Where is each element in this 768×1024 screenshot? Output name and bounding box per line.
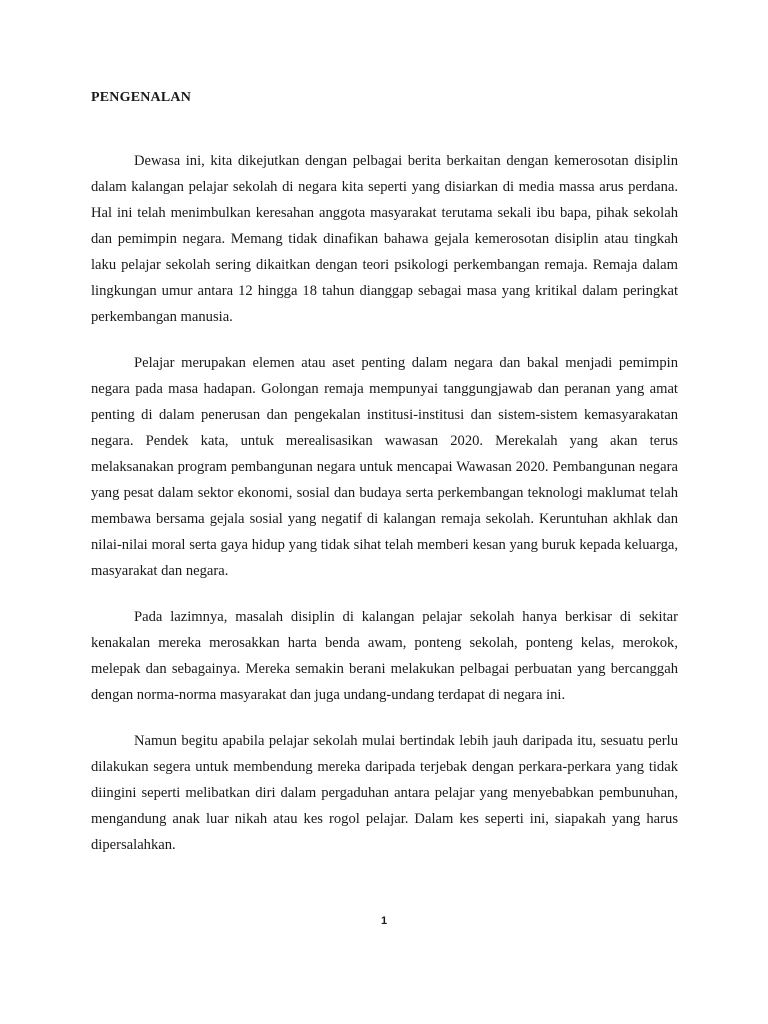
body-text	[91, 148, 678, 878]
paragraph-2: Pelajar merupakan elemen atau aset penting dalam negara dan bakal menjadi pemimpin negara pada masa hadapan. Golongan remaja mempunyai tanggungjawab dan peranan yang amat penting di dalam penerusan dan pengekalan institusi-institusi dan sistem-sistem kemasyarakatan negara. Pendek kata, untuk merealisasikan wawasan 2020. Merekalah yang akan terus melaksanakan program pembangunan negara untuk mencapai Wawasan 2020. Pembangunan negara yang pesat dalam sektor ekonomi, sosial dan budaya serta perkembangan teknologi maklumat telah membawa bersama gejala sosial yang negatif di kalangan remaja sekolah. Keruntuhan akhlak dan nilai-nilai moral serta gaya hidup yang tidak sihat telah memberi kesan yang buruk kepada keluarga, masyarakat dan negara.	[91, 355, 678, 579]
paragraph-4: Namun begitu apabila pelajar sekolah mulai bertindak lebih jauh daripada itu, sesuatu perlu dilakukan segera untuk membendung mereka daripada terjebak dengan perkara-perkara yang tidak diingini seperti melibatkan diri dalam pergaduhan antara pelajar yang menyebabkan pembunuhan, mengandung anak luar nikah atau kes rogol pelajar. Dalam kes seperti ini, siapakah yang harus dipersalahkan.	[91, 733, 678, 853]
section-heading: PENGENALAN	[91, 90, 192, 105]
page-number: 1	[380, 915, 388, 927]
paragraph-1: Dewasa ini, kita dikejutkan dengan pelbagai berita berkaitan dengan kemerosotan disiplin dalam kalangan pelajar sekolah di negara kita seperti yang disiarkan di media massa arus perdana. Hal ini telah menimbulkan keresahan anggota masyarakat terutama sekali ibu bapa, pihak sekolah dan pemimpin negara. Memang tidak dinafikan bahawa gejala kemerosotan disiplin atau tingkah laku pelajar sekolah sering dikaitkan dengan teori psikologi perkembangan remaja. Remaja dalam lingkungan umur antara 12 hingga 18 tahun dianggap sebagai masa yang kritikal dalam peringkat perkembangan manusia.	[91, 153, 678, 325]
paragraph-3: Pada lazimnya, masalah disiplin di kalangan pelajar sekolah hanya berkisar di sekitar kenakalan mereka merosakkan harta benda awam, ponteng sekolah, ponteng kelas, merokok, melepak dan sebagainya. Mereka semakin berani melakukan pelbagai perbuatan yang bercanggah dengan norma-norma masyarakat dan juga undang-undang terdapat di negara ini.	[91, 609, 678, 703]
